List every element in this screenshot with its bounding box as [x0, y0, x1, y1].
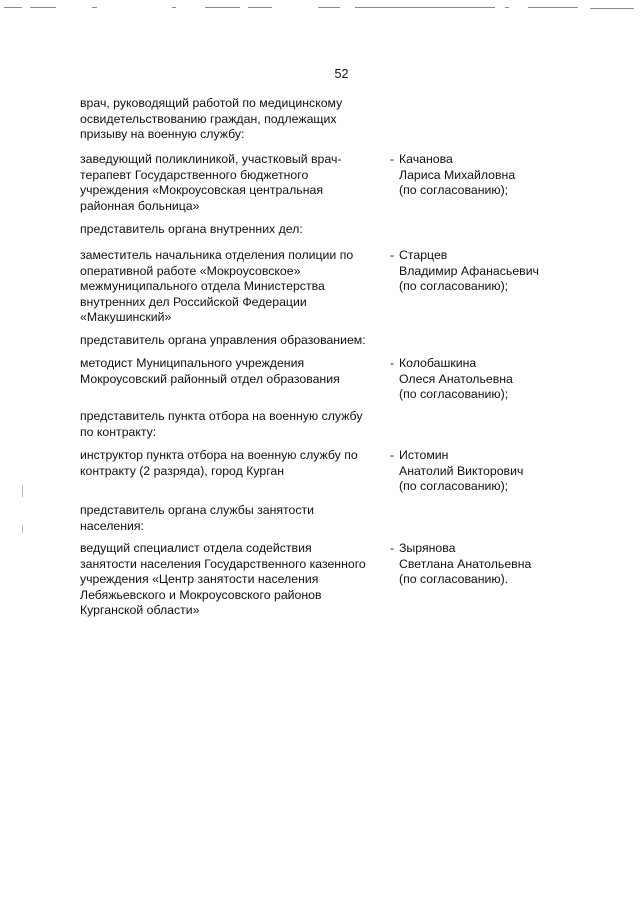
police-person: [390, 248, 635, 295]
scan-margin-mark: [22, 525, 23, 533]
scan-edge-artifact: [0, 6, 640, 9]
dash: -: [390, 248, 395, 262]
person-surname: Качанова: [399, 152, 453, 166]
employment-person: [390, 541, 635, 588]
person-note: (по согласованию);: [399, 183, 509, 197]
position-line: ведущий специалист отдела содействия: [80, 541, 312, 555]
contract-header: [80, 409, 362, 440]
employment-position: [80, 541, 385, 619]
intro-line: врач, руководящий работой по медицинскому: [80, 96, 343, 110]
police-position: [80, 248, 385, 326]
contract-person: [390, 448, 635, 495]
position-line: учреждения «Мокроусовская центральная: [80, 183, 324, 197]
person-name: Светлана Анатольевна: [399, 556, 532, 571]
person-surname: Зырянова: [399, 541, 456, 555]
education-position: [80, 356, 385, 387]
education-person: [390, 356, 635, 403]
person-note: (по согласованию).: [399, 572, 509, 586]
position-line: районная больница»: [80, 198, 200, 213]
position-line: оперативной работе «Мокроусовское»: [80, 263, 301, 278]
section-header: представитель органа внутренних дел:: [80, 222, 303, 236]
position-line: «Макушинский»: [80, 310, 172, 324]
position-line: Лебяжьевского и Мокроусовского районов: [80, 587, 322, 602]
contract-position: [80, 448, 385, 479]
dash: -: [390, 152, 395, 166]
police-header: [80, 222, 303, 238]
position-line: контракту (2 разряда), город Курган: [80, 463, 285, 478]
doctor-person: [390, 152, 635, 199]
position-line: терапевт Государственного бюджетного: [80, 167, 309, 182]
intro-line: призыву на военную службу:: [80, 127, 245, 141]
education-header: [80, 333, 366, 349]
position-line: заместитель начальника отделения полиции по: [80, 248, 354, 262]
section-header: представитель органа службы занятости: [80, 503, 315, 517]
person-surname: Колобашкина: [399, 356, 477, 370]
section-header: по контракту:: [80, 424, 157, 439]
employment-header: [80, 503, 314, 534]
position-line: инструктор пункта отбора на военную службу по: [80, 448, 358, 462]
position-line: межмуниципального отдела Министерства: [80, 279, 325, 293]
position-line: учреждения «Центр занятости населения: [80, 572, 319, 586]
intro-paragraph: [80, 96, 342, 143]
section-header: населения:: [80, 518, 144, 533]
person-surname: Истомин: [399, 448, 449, 462]
person-note: (по согласованию);: [399, 387, 509, 401]
position-line: Мокроусовский районный отдел образования: [80, 371, 340, 386]
section-header: представитель органа управления образованием:: [80, 333, 366, 347]
page-number: 52: [334, 67, 349, 81]
dash: -: [390, 448, 395, 462]
person-note: (по согласованию);: [399, 279, 509, 293]
person-name: Анатолий Викторович: [399, 463, 524, 478]
position-line: методист Муниципального учреждения: [80, 356, 305, 370]
person-name: Олеся Анатольевна: [399, 371, 513, 386]
position-line: внутренних дел Российской Федерации: [80, 294, 307, 309]
person-note: (по согласованию);: [399, 479, 509, 493]
person-surname: Старцев: [399, 248, 448, 262]
person-name: Владимир Афанасьевич: [399, 263, 539, 278]
intro-line: освидетельствованию граждан, подлежащих: [80, 111, 337, 126]
doctor-position: [80, 152, 385, 214]
person-name: Лариса Михайловна: [399, 167, 516, 182]
scan-margin-mark: [22, 485, 23, 497]
position-line: заведующий поликлиникой, участковый врач-: [80, 152, 342, 166]
position-line: занятости населения Государственного казенного: [80, 556, 366, 571]
section-header: представитель пункта отбора на военную службу: [80, 409, 363, 423]
dash: -: [390, 541, 395, 555]
position-line: Курганской области»: [80, 603, 200, 617]
dash: -: [390, 356, 395, 370]
